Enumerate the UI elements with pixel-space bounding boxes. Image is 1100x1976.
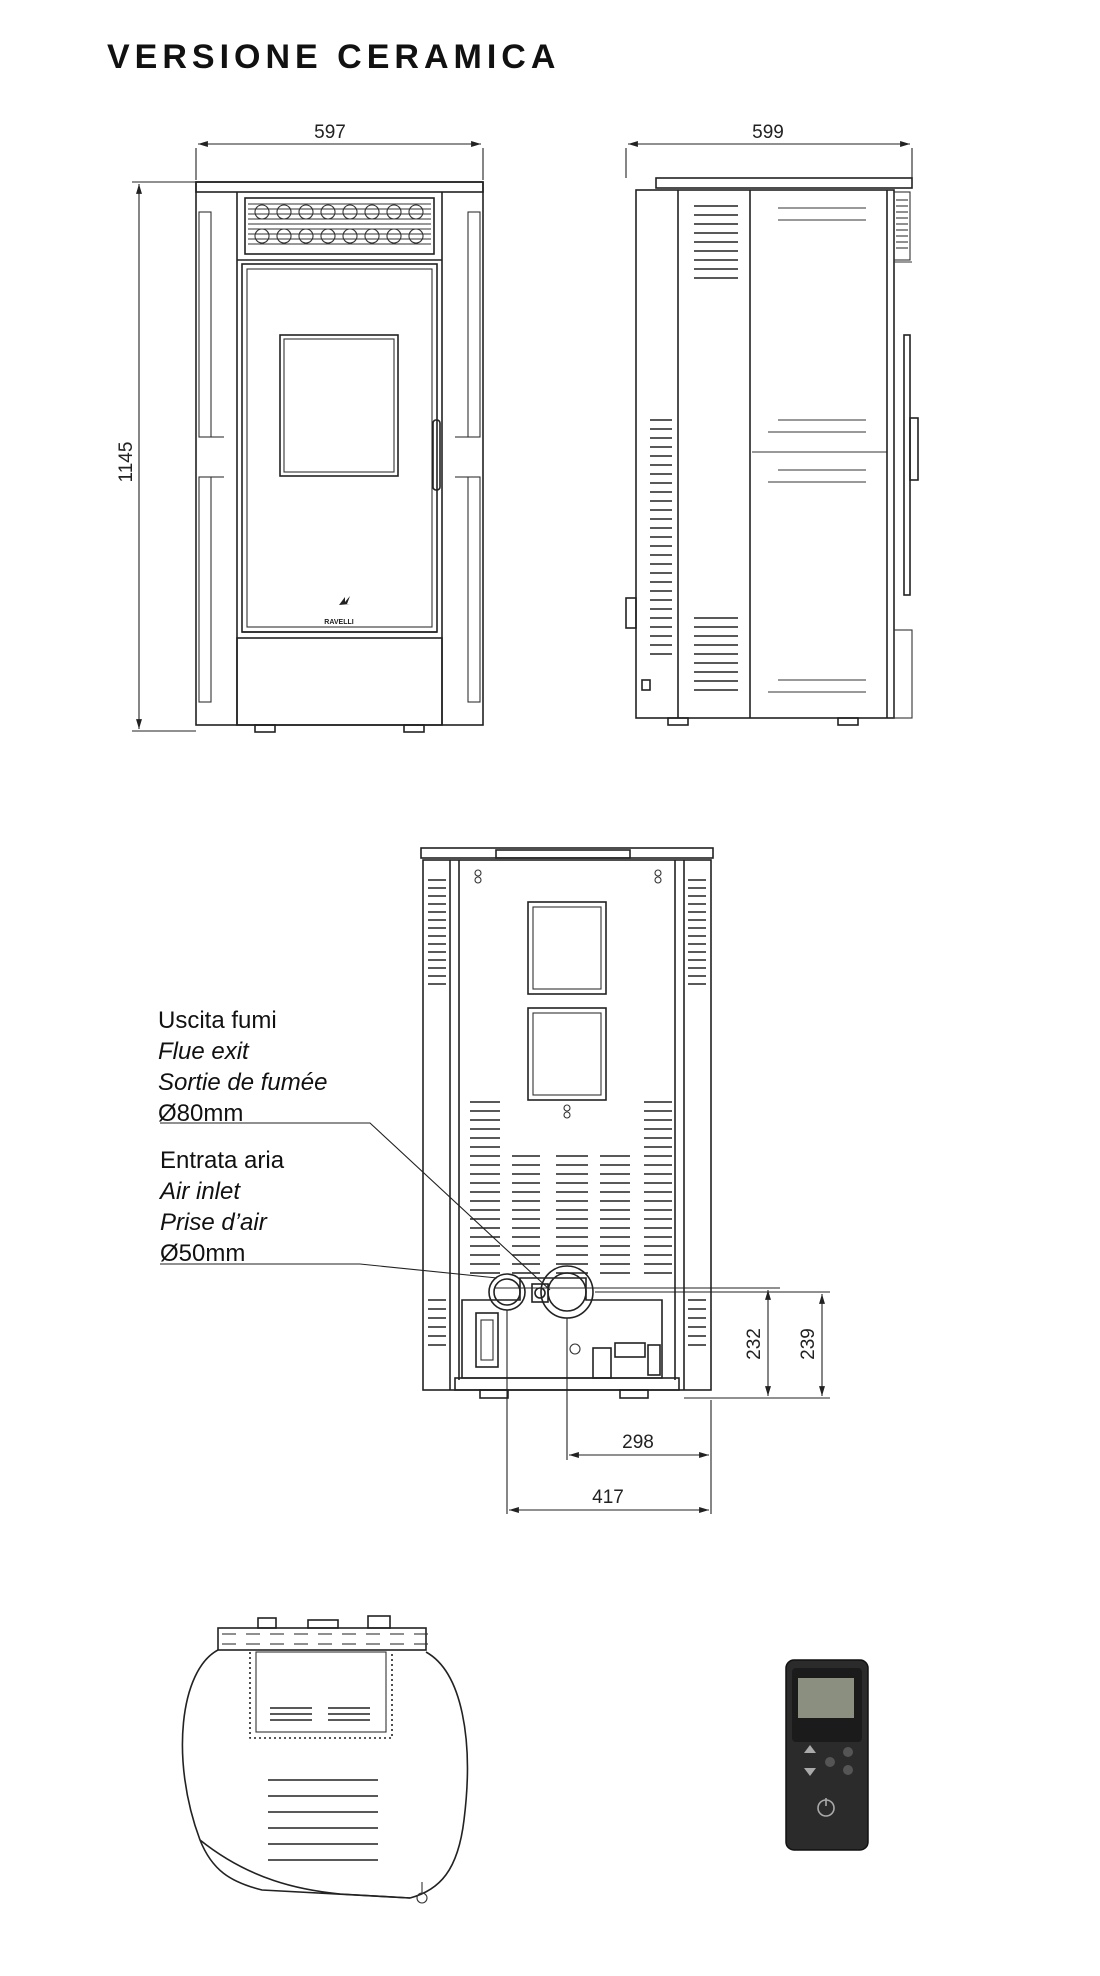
side-view: [626, 122, 918, 725]
air-label-en: Air inlet: [160, 1178, 241, 1205]
air-inlet-callout: [158, 1147, 285, 1267]
flue-label-fr: Sortie de fumée: [158, 1069, 328, 1096]
flue-offset-label: 298: [622, 1432, 654, 1453]
rear-view: [160, 848, 830, 1514]
top-view: [182, 1616, 467, 1903]
flue-label-it: Uscita fumi: [158, 1007, 277, 1034]
brand-logo: RAVELLI: [324, 619, 354, 626]
side-depth-label: 599: [752, 122, 784, 143]
flue-label-en: Flue exit: [158, 1038, 249, 1065]
air-label-it: Entrata aria: [160, 1147, 285, 1174]
front-width-label: 597: [314, 122, 346, 143]
air-label-fr: Prise d’air: [160, 1209, 267, 1236]
remote-screen: [798, 1678, 854, 1718]
flue-label-size: Ø80mm: [158, 1100, 244, 1127]
flue-exit-callout: [158, 1007, 327, 1127]
flame-logo-icon: [339, 596, 350, 605]
air-offset-label: 417: [592, 1487, 624, 1508]
flue-height-label: 239: [798, 1328, 819, 1360]
remote-control: [786, 1660, 868, 1850]
front-view: [116, 122, 483, 732]
height-label: 1145: [116, 441, 137, 483]
air-label-size: Ø50mm: [160, 1240, 246, 1267]
page-title: VERSIONE CERAMICA: [107, 38, 561, 76]
air-inlet-height-label: 232: [744, 1328, 765, 1360]
